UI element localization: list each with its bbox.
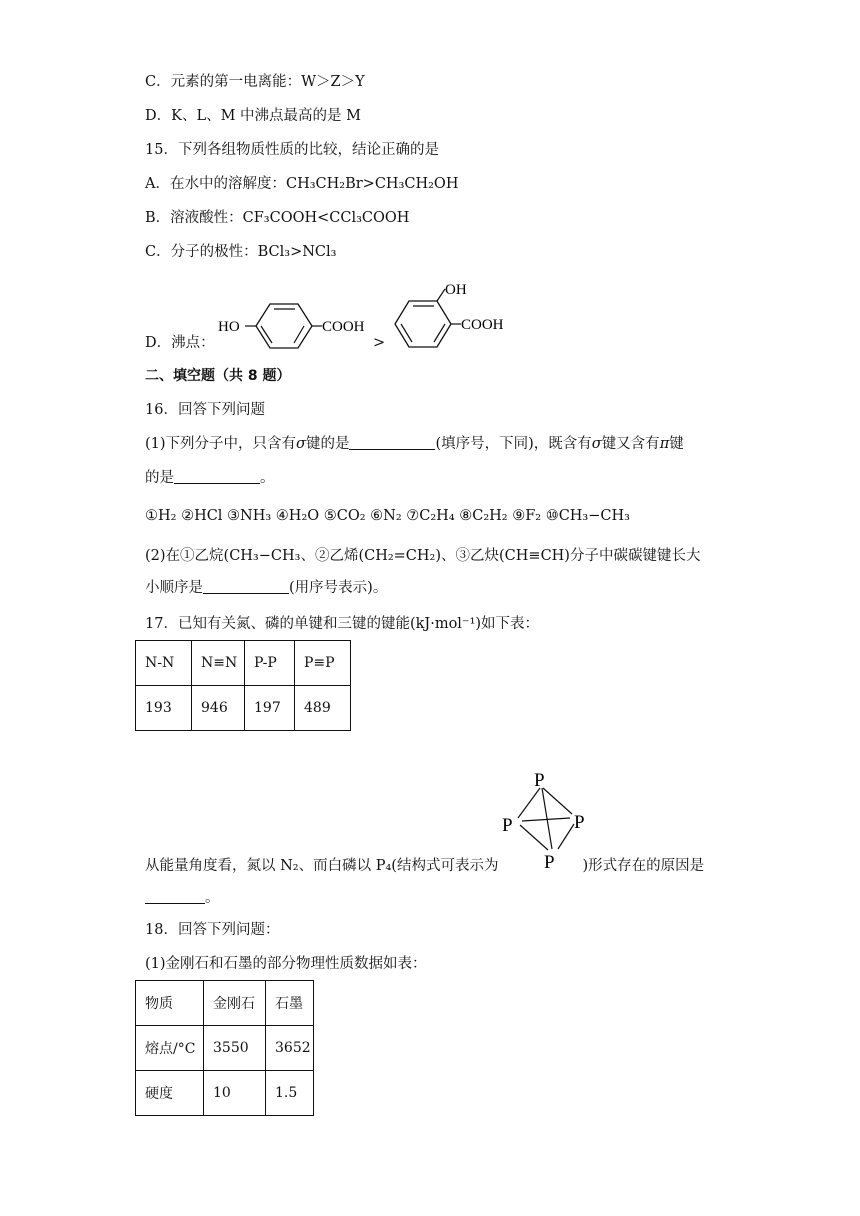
table-cell: 946: [192, 686, 245, 731]
pi-symbol: π: [659, 436, 670, 452]
struct-right-cooh: COOH: [461, 317, 504, 333]
struct-left-ho: HO: [218, 319, 240, 335]
q16-part2-line2: [145, 578, 387, 598]
q16-p1-text-f: 的是: [145, 470, 174, 486]
table-row: [136, 641, 351, 686]
q16-part1-line2: [145, 468, 275, 488]
answer-blank[interactable]: [349, 435, 435, 450]
q16-stem: 16．回答下列问题: [145, 402, 265, 418]
section-heading: 二、填空题（共 8 题）: [145, 368, 291, 384]
q15-option-c: [145, 242, 336, 262]
table-cell: 硬度: [136, 1071, 204, 1116]
table-cell: 489: [295, 686, 351, 731]
table-cell: 193: [136, 686, 192, 731]
q16-p1-text-b: 键的是: [305, 436, 350, 452]
table-header-cell: N≡N: [192, 641, 245, 686]
q16-p2-text-b: 小顺序是: [145, 580, 203, 596]
sigma-symbol: σ: [296, 436, 306, 452]
table-header-cell: 金刚石: [204, 981, 266, 1026]
table-cell: 3550: [204, 1026, 266, 1071]
q17-text-a: 从能量角度看，氮以 N₂、而白磷以 P₄(结构式可表示为: [145, 858, 499, 874]
table-row: [136, 981, 314, 1026]
struct-left-cooh: COOH: [322, 319, 365, 335]
q16-p1-text-e: 键: [669, 436, 684, 452]
q15-option-b-compare: CF₃COOH<CCl₃COOH: [242, 210, 410, 226]
p4-atom-right: P: [574, 812, 585, 833]
answer-blank[interactable]: [203, 579, 289, 594]
q15-option-b: [145, 208, 409, 228]
table-header-cell: P-P: [245, 641, 295, 686]
table-row: [136, 1026, 314, 1071]
table-header-cell: P≡P: [295, 641, 351, 686]
q16-p1-text-c: (填序号，下同)，既含有: [435, 436, 592, 452]
table-row: [136, 686, 351, 731]
q16-p1-text-a: (1)下列分子中，只含有: [145, 436, 297, 452]
q17-text-line1: [145, 856, 704, 876]
struct-right-oh: OH: [445, 282, 467, 298]
q17-text-b: )形式存在的原因是: [582, 858, 705, 874]
salicylic-acid-structure: [385, 277, 520, 355]
answer-blank[interactable]: [174, 469, 260, 484]
q14-option-d: D．K、L、M 中沸点最高的是 M: [145, 108, 361, 124]
p4-atom-left: P: [502, 815, 513, 836]
q18-stem: 18．回答下列问题：: [145, 922, 280, 938]
p4-atom-bottom: P: [544, 852, 555, 873]
q15-option-a-label: A．在水中的溶解度：: [145, 176, 286, 192]
q15-option-b-label: B．溶液酸性：: [145, 210, 243, 226]
q14-option-c: C．元素的第一电离能：W＞Z＞Y: [145, 74, 365, 90]
table-header-cell: 石墨: [266, 981, 314, 1026]
diamond-graphite-table: [135, 980, 314, 1116]
bond-energy-table: [135, 640, 351, 731]
q17-text-c: 。: [205, 890, 220, 906]
sigma-symbol: σ: [591, 436, 602, 452]
p-hydroxybenzoic-acid-structure: [218, 292, 368, 354]
q15-option-d-gt: >: [373, 335, 386, 351]
table-cell: 197: [245, 686, 295, 731]
q15-option-c-compare: BCl₃>NCl₃: [257, 244, 337, 260]
q15-option-a: [145, 174, 458, 194]
q16-part1-line1: [145, 434, 684, 454]
table-cell: 10: [204, 1071, 266, 1116]
q15-option-d-label: D．沸点：: [145, 335, 215, 351]
answer-blank[interactable]: [145, 889, 205, 904]
q17-text-line2: [145, 888, 220, 908]
q16-p2-text-c: (用序号表示)。: [289, 580, 388, 596]
q15-stem: 15．下列各组物质性质的比较，结论正确的是: [145, 142, 439, 158]
q18-part1: (1)金刚石和石墨的部分物理性质数据如表：: [145, 956, 427, 972]
q15-option-c-label: C．分子的极性：: [145, 244, 258, 260]
table-row: [136, 1071, 314, 1116]
table-header-cell: 物质: [136, 981, 204, 1026]
p4-atom-top: P: [534, 770, 545, 791]
q16-p1-text-d: 键又含有: [601, 436, 660, 452]
q15-option-a-compare: CH₃CH₂Br>CH₃CH₂OH: [285, 176, 459, 192]
period: 。: [260, 470, 275, 486]
table-cell: 3652: [266, 1026, 314, 1071]
q17-stem: 17．已知有关氮、磷的单键和三键的键能(kJ·mol⁻¹)如下表：: [145, 616, 540, 632]
q16-molecule-list: ①H₂ ②HCl ③NH₃ ④H₂O ⑤CO₂ ⑥N₂ ⑦C₂H₄ ⑧C₂H₂ ⑨F₂ ⑩CH₃−CH₃: [145, 508, 630, 524]
table-header-cell: N-N: [136, 641, 192, 686]
q16-part2-line1: (2)在①乙烷(CH₃−CH₃、②乙烯(CH₂=CH₂)、③乙炔(CH≡CH)分子中碳碳键键长大: [145, 548, 701, 564]
table-cell: 1.5: [266, 1071, 314, 1116]
table-cell: 熔点/°C: [136, 1026, 204, 1071]
